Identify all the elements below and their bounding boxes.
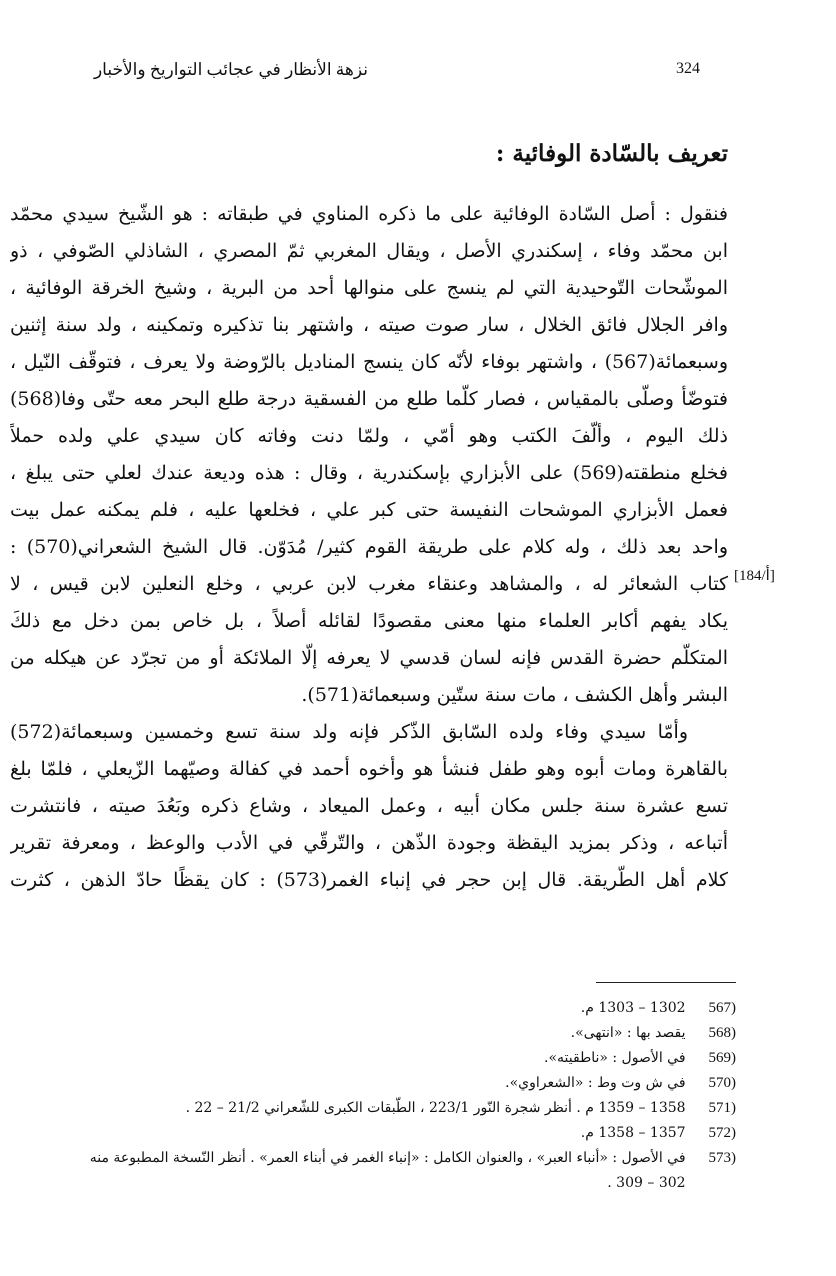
footnote-number: (570 xyxy=(708,1075,736,1091)
text-line: فعمل الأبزاري الموشحات النفيسة حتى كبر علي ، فخلعها عليه ، فلم يمكنه عمل بيت xyxy=(10,499,728,521)
text-line: كتاب الشعائر له ، والمشاهد وعنقاء مغرب لابن عربي ، وخلع النعلين لابن قيس ، لا xyxy=(10,573,728,595)
footnote-text: يقصد بها : «انتهى». xyxy=(570,1025,686,1041)
footnote-text: 1302 – 1303 م. xyxy=(580,1000,686,1016)
footnote xyxy=(10,996,736,1021)
footnote xyxy=(10,1071,736,1096)
text-line: وسبعمائة(567) ، واشتهر بوفاء لأنّه كان ينسج المناديل بالرّوضة ولا يعرف ، فتوقّف النّيل ، xyxy=(10,351,728,373)
footnotes xyxy=(10,996,736,1196)
text-line: أتباعه ، وذكر بمزيد اليقظة وجودة الذّهن ، والتّرقّي في الأدب والوعظ ، ومعرفة تقرير xyxy=(10,832,728,854)
text-line: المتكلّم حضرة القدس فإنه لسان قدسي لا يعرفه إلّا الملائكة أو من تجرّد عن هيكله من xyxy=(10,647,728,669)
text-line: فنقول : أصل السّادة الوفائية على ما ذكره المناوي في طبقاته : هو الشّيخ سيدي محمّد xyxy=(10,203,728,225)
footnote xyxy=(10,1121,736,1146)
text-line: تسع عشرة سنة جلس مكان أبيه ، وعمل الميعاد ، وشاع ذكره وبَعُدَ صيته ، فانتشرت xyxy=(10,795,728,817)
footnote xyxy=(10,1021,736,1046)
margin-note: [184/أ] xyxy=(734,568,775,584)
footnote xyxy=(10,1096,736,1121)
footnote-number: (573 xyxy=(708,1150,736,1166)
body-text xyxy=(10,196,728,899)
text-line: واحد بعد ذلك ، وله كلام على طريقة القوم كثير/ مُدَوّن. قال الشيخ الشعراني(570) : xyxy=(10,536,728,558)
text-line: وافر الجلال فائق الخلال ، سار صوت صيته ، واشتهر بنا تذكيره وتمكينه ، ولد سنة إثنين xyxy=(10,314,728,336)
footnote-text: في الأصول : «ناطقيته». xyxy=(544,1050,686,1066)
footnote-text: 1358 – 1359 م . أنظر شجرة النّور 223/1 ، الطّبقات الكبرى للشّعراني 21/2 – 22 . xyxy=(185,1100,686,1116)
footnote-text: 1357 – 1358 م. xyxy=(580,1125,686,1141)
footnote-number: (571 xyxy=(708,1100,736,1116)
text-line: الموشّحات التّوحيدية التي لم ينسج على منوالها أحد من البرية ، وشيخ الخرقة الوفائية ، xyxy=(10,277,728,299)
text-line: فتوضّأ وصلّى بالمقياس ، فصار كلّما طلع من الفسقية درجة طلع البحر معه حتّى وفا(568) xyxy=(10,388,728,410)
footnote-number: (569 xyxy=(708,1050,736,1066)
footnote xyxy=(10,1146,736,1171)
footnote xyxy=(10,1046,736,1071)
text-line: بالقاهرة ومات أبوه وهو طفل فنشأ هو وأخوه أحمد في كفالة وصيّهما الزّيعلي ، فلمّا بلغ xyxy=(10,758,728,780)
footnote-divider xyxy=(596,982,736,983)
footnote-number: (567 xyxy=(708,1000,736,1016)
footnote-text: في ش وت وط : «الشعراوي». xyxy=(505,1075,686,1091)
footnote-number: (568 xyxy=(708,1025,736,1041)
text-line: يكاد يفهم أكابر العلماء منها معنى مقصودًا لقائله أصلاً ، بل خاص بمن دخل مع ذلكَ xyxy=(10,610,728,632)
text-line: وأمّا سيدي وفاء ولده السّابق الذّكر فإنه ولد سنة تسع وخمسين وسبعمائة(572) xyxy=(10,721,688,743)
footnote xyxy=(10,1171,736,1196)
page-number: 324 xyxy=(676,60,700,77)
footnote-text: في الأصول : «أنباء العبر» ، والعنوان الكامل : «إنباء الغمر في أبناء العمر» . أنظر النّسخة المطبوعة منه xyxy=(89,1150,686,1166)
footnote-text: 302 – 309 . xyxy=(607,1175,686,1191)
text-line: ذلك اليوم ، وألّفَ الكتب وهو أمّي ، ولمّا دنت وفاته كان سيدي علي ولده حملاً xyxy=(10,425,728,447)
running-header: نزهة الأنظار في عجائب التواريخ والأخبار xyxy=(93,60,368,79)
text-line: البشر وأهل الكشف ، مات سنة ستّين وسبعمائة(571). xyxy=(301,684,728,706)
text-line: فخلع منطقته(569) على الأبزاري بإسكندرية ، وقال : هذه وديعة عندك لعلي حتى يبلغ ، xyxy=(10,462,728,484)
footnote-number: (572 xyxy=(708,1125,736,1141)
text-line: ابن محمّد وفاء ، إسكندري الأصل ، ويقال المغربي ثمّ المصري ، الشاذلي الصّوفي ، ذو xyxy=(10,240,728,262)
section-heading: تعريف بالسّادة الوفائية : xyxy=(495,140,728,167)
text-line: كلام أهل الطّريقة. قال إبن حجر في إنباء الغمر(573) : كان يقظًا حادّ الذهن ، كثرت xyxy=(10,869,728,891)
